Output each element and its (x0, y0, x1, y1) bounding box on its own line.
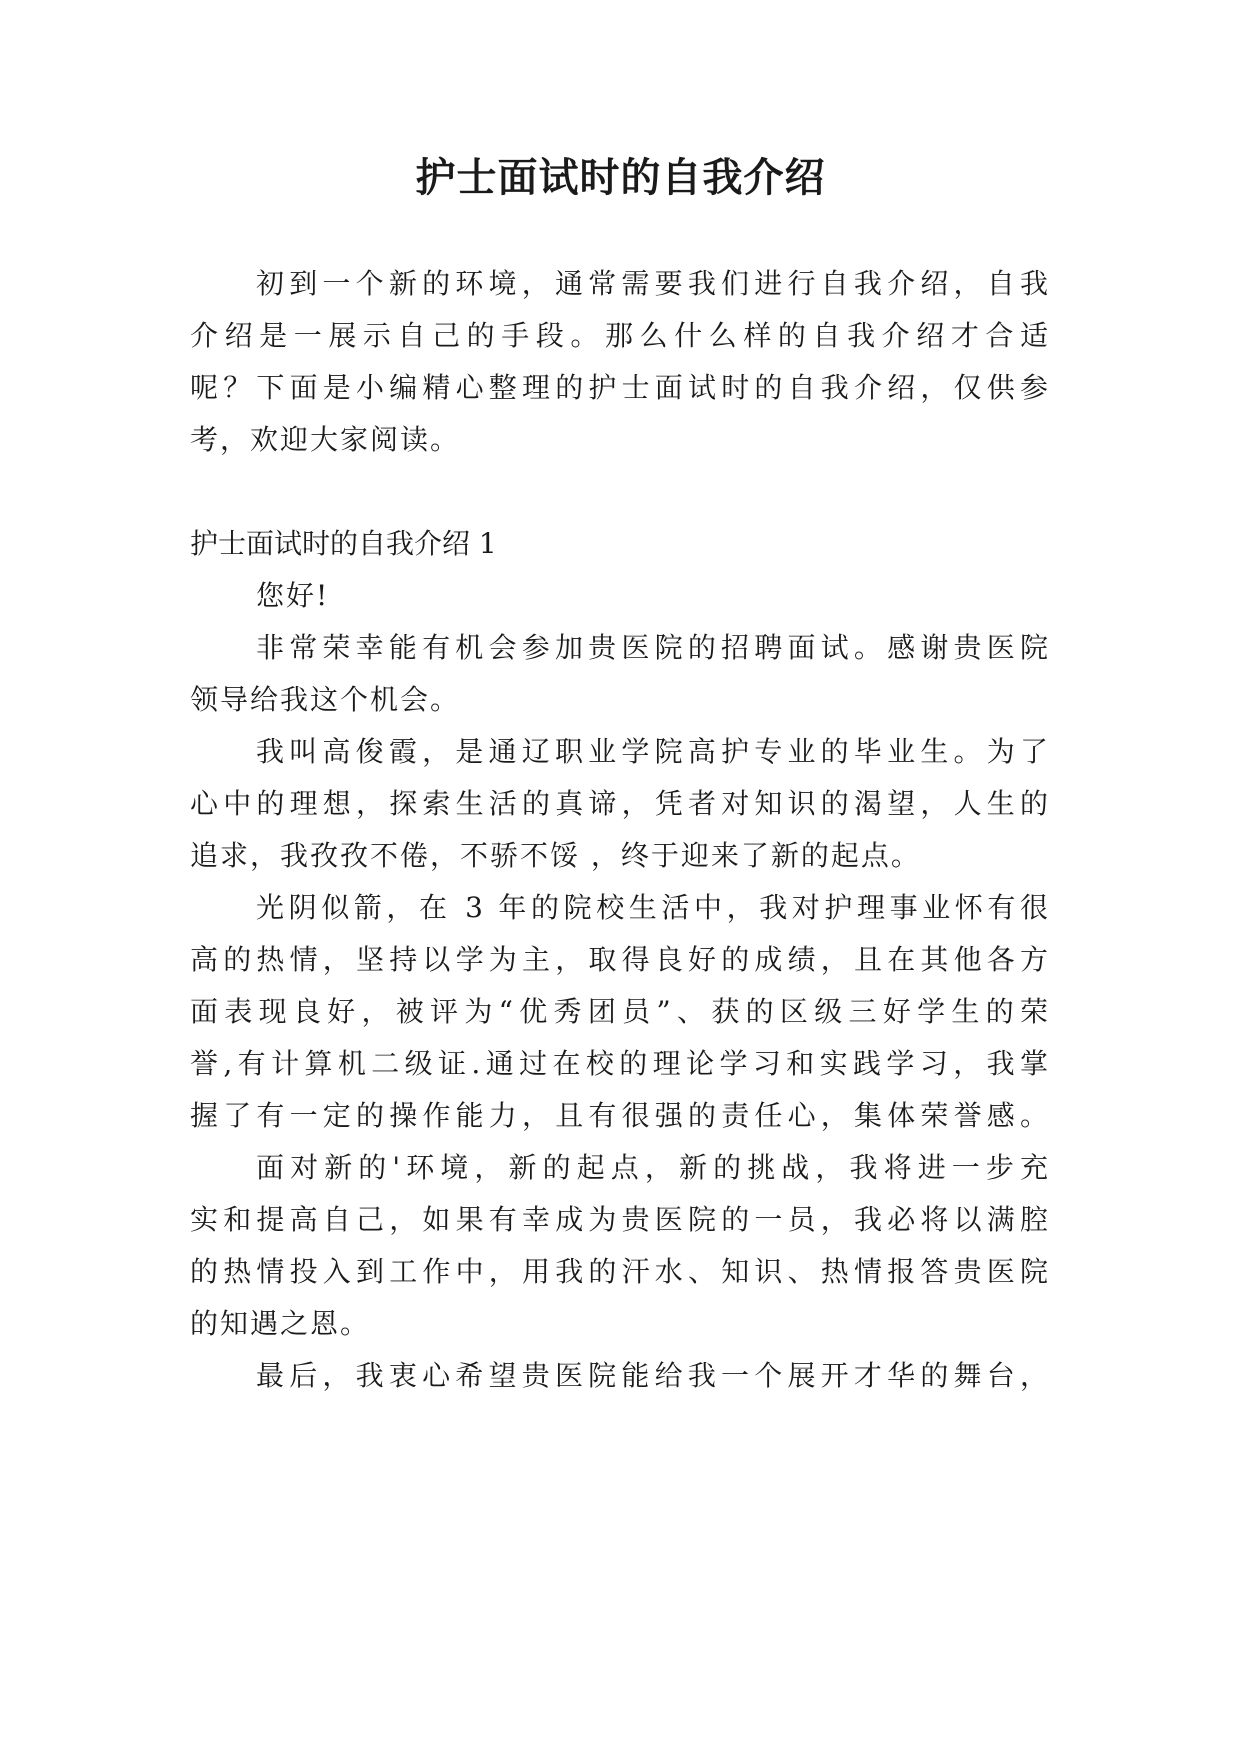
paragraph-line: 誉,有计算机二级证.通过在校的理论学习和实践学习，我掌 (190, 1047, 1050, 1080)
paragraph-line: 领导给我这个机会。 (190, 683, 461, 716)
paragraph-line: 心中的理想，探索生活的真谛，凭者对知识的渴望，人生的 (190, 787, 1050, 820)
greeting: 您好! (256, 579, 330, 612)
paragraph-line: 面对新的'环境，新的起点，新的挑战，我将进一步充 (256, 1151, 1050, 1184)
document-title: 护士面试时的自我介绍 (415, 155, 826, 201)
intro-line: 考，欢迎大家阅读。 (190, 423, 461, 456)
paragraph-line: 光阴似箭，在 3 年的院校生活中，我对护理事业怀有很 (256, 891, 1050, 924)
paragraph-line: 追求，我孜孜不倦，不骄不馁 ，终于迎来了新的起点。 (190, 839, 921, 872)
paragraph-line: 的热情投入到工作中，用我的汗水、知识、热情报答贵医院 (190, 1255, 1050, 1288)
paragraph-line: 面表现良好，被评为“优秀团员”、获的区级三好学生的荣 (190, 995, 1050, 1028)
paragraph-line: 我叫高俊霞，是通辽职业学院高护专业的毕业生。为了 (256, 735, 1050, 768)
paragraph-line: 非常荣幸能有机会参加贵医院的招聘面试。感谢贵医院 (256, 631, 1050, 664)
paragraph-line: 高的热情，坚持以学为主，取得良好的成绩，且在其他各方 (190, 943, 1050, 976)
intro-line: 介绍是一展示自己的手段。那么什么样的自我介绍才合适 (190, 319, 1050, 352)
paragraph-line: 的知遇之恩。 (190, 1307, 371, 1340)
paragraph-line: 握了有一定的操作能力，且有很强的责任心，集体荣誉感。 (190, 1099, 1050, 1132)
paragraph-line: 实和提高自己，如果有幸成为贵医院的一员，我必将以满腔 (190, 1203, 1050, 1236)
paragraph-line: 最后，我衷心希望贵医院能给我一个展开才华的舞台， (256, 1359, 1050, 1392)
intro-line: 呢？下面是小编精心整理的护士面试时的自我介绍，仅供参 (190, 371, 1050, 404)
section-heading: 护士面试时的自我介绍 1 (190, 527, 497, 560)
intro-line: 初到一个新的环境，通常需要我们进行自我介绍，自我 (256, 267, 1050, 300)
